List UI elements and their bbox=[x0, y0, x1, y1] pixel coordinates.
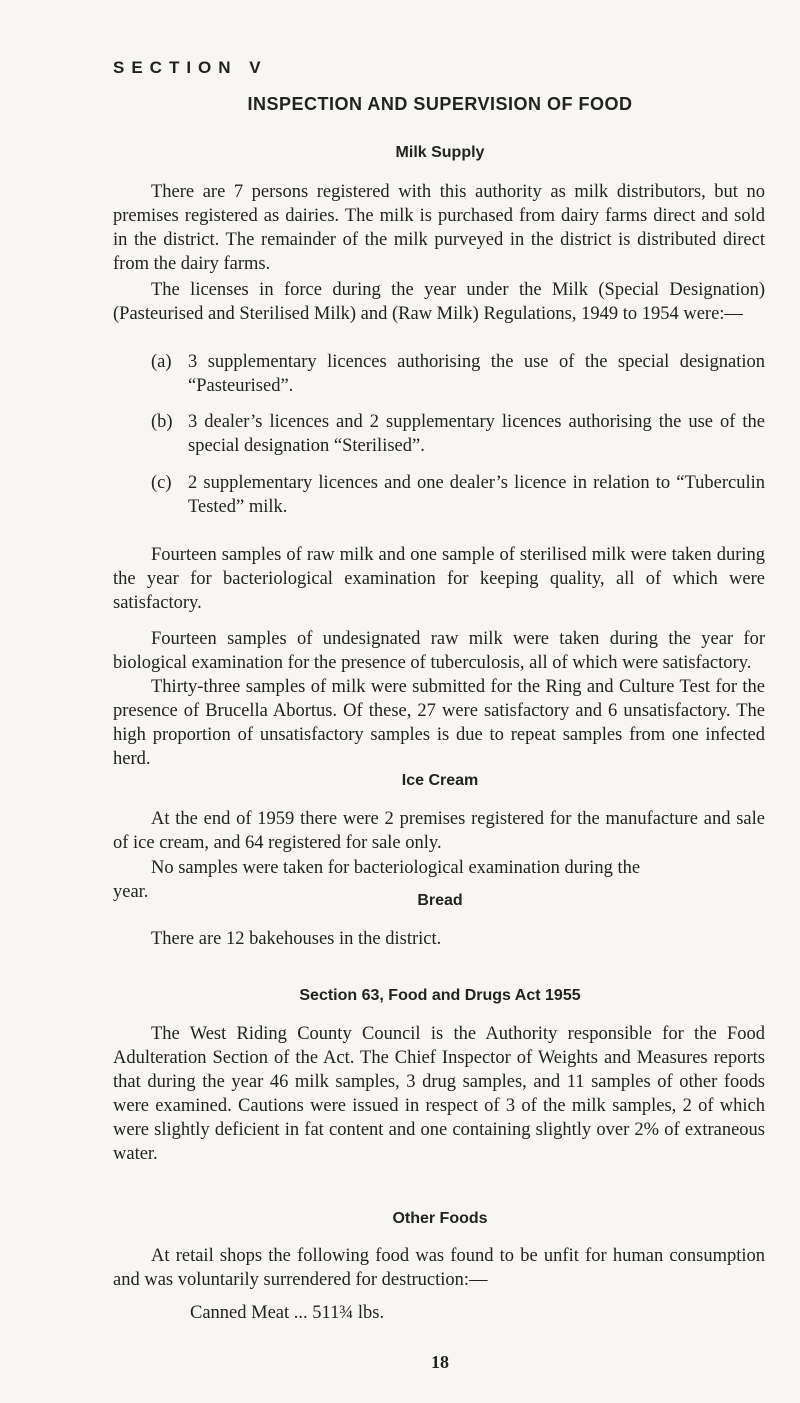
section-63-paragraph: The West Riding County Council is the Authority responsible for the Food Adulteration Section of the Act. The Chief Inspector of Weights and Measures reports that during the year 46 milk samples, 3 drug samples, and 11 samples of other foods were examined. Cautions were issued in respect of 3 of the milk samples, 2 of which were slightly deficient in fat content and one containing slightly over 2% of extraneous water. bbox=[113, 1024, 765, 1164]
canned-meat-line bbox=[190, 1303, 384, 1324]
canned-meat-label: Canned Meat bbox=[190, 1303, 290, 1323]
page-number: 18 bbox=[431, 1352, 449, 1372]
licence-item-c bbox=[151, 471, 765, 519]
ice-cream-heading: Ice Cream bbox=[401, 772, 479, 789]
licence-item-a bbox=[151, 350, 765, 398]
milk-paragraph-5: Thirty-three samples of milk were submitted for the Ring and Culture Test for the presence of Brucella Abortus. Of these, 27 were satisfactory and 6 unsatisfactory. The high proportion of unsatisfactory samples is due to repeat samples from one infected herd. bbox=[113, 677, 765, 769]
section-63-heading: Section 63, Food and Drugs Act 1955 bbox=[299, 987, 581, 1004]
leader-dots: ... bbox=[293, 1303, 308, 1323]
list-text: 3 dealer’s licences and 2 supplementary licences authorising the use of the special designation “Sterilised”. bbox=[188, 412, 765, 456]
other-foods-heading: Other Foods bbox=[392, 1210, 488, 1227]
other-foods-paragraph: At retail shops the following food was found to be unfit for human consumption and was voluntarily surrendered for destruction:— bbox=[113, 1246, 765, 1290]
milk-supply-heading: Milk Supply bbox=[395, 144, 485, 161]
ice-cream-paragraph-2: No samples were taken for bacteriological examination during the bbox=[151, 858, 641, 878]
list-text: 2 supplementary licences and one dealer’s licence in relation to “Tuberculin Tested” milk. bbox=[188, 473, 765, 517]
canned-meat-value: 511¾ bbox=[312, 1303, 354, 1323]
ice-cream-paragraph-1: At the end of 1959 there were 2 premises registered for the manufacture and sale of ice cream, and 64 registered for sale only. bbox=[113, 809, 765, 853]
list-text: 3 supplementary licences authorising the use of the special designation “Pasteurised”. bbox=[188, 352, 765, 396]
milk-paragraph-1: There are 7 persons registered with this authority as milk distributors, but no premises registered as dairies. The milk is purchased from dairy farms direct and sold in the district. The remainder of the milk purveyed in the district is distributed direct from the dairy farms. bbox=[113, 182, 765, 274]
list-label: (c) bbox=[151, 473, 172, 493]
list-label: (a) bbox=[151, 352, 172, 372]
bread-heading: Bread bbox=[417, 892, 463, 909]
bread-paragraph: There are 12 bakehouses in the district. bbox=[151, 929, 442, 949]
milk-paragraph-3: Fourteen samples of raw milk and one sample of sterilised milk were taken during the year for bacteriological examination for keeping quality, all of which were satisfactory. bbox=[113, 545, 765, 613]
milk-paragraph-4: Fourteen samples of undesignated raw milk were taken during the year for biological examination for the presence of tuberculosis, all of which were satisfactory. bbox=[113, 629, 765, 673]
section-label: SECTION V bbox=[113, 58, 268, 77]
list-label: (b) bbox=[151, 412, 173, 432]
milk-paragraph-2: The licenses in force during the year under the Milk (Special Designation) (Pasteurised and Sterilised Milk) and (Raw Milk) Regulations, 1949 to 1954 were:— bbox=[113, 280, 765, 324]
licence-item-b bbox=[151, 410, 765, 458]
page-title: INSPECTION AND SUPERVISION OF FOOD bbox=[247, 94, 633, 114]
canned-meat-unit: lbs. bbox=[357, 1303, 385, 1323]
ice-cream-paragraph-2-end: year. bbox=[113, 882, 149, 902]
